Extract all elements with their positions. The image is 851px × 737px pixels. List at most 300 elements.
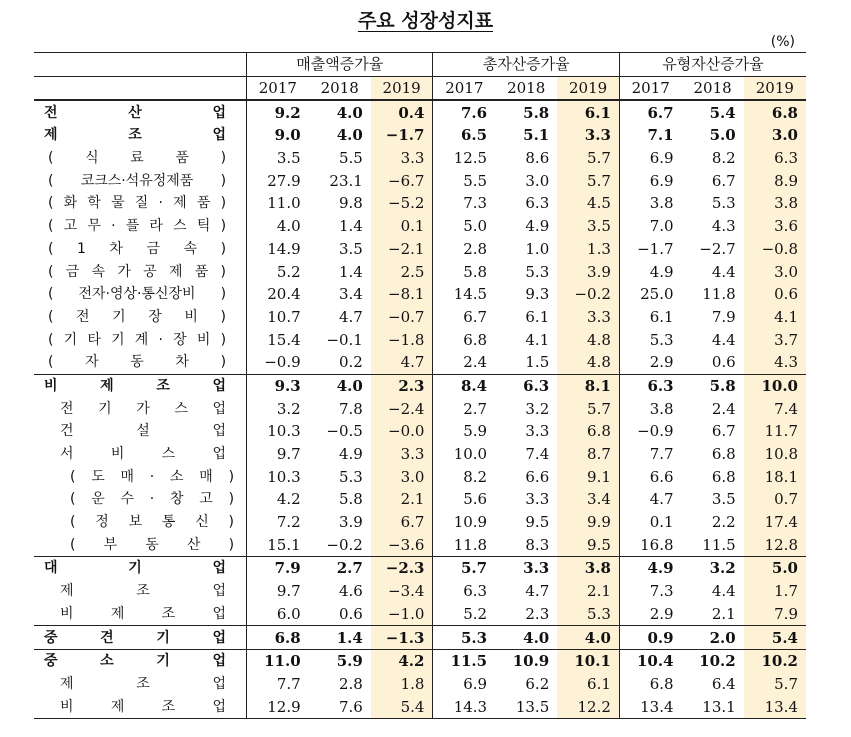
value-cell: 3.5 bbox=[338, 239, 363, 258]
value-cell: 9.7 bbox=[247, 580, 309, 603]
group-header-tangible: 유형자산증가율 bbox=[619, 53, 806, 77]
value-cell: 1.8 bbox=[371, 673, 433, 696]
table-row bbox=[34, 192, 806, 215]
value-cell: −1.7 bbox=[371, 124, 433, 147]
value-cell: 4.0 bbox=[495, 626, 557, 650]
value-cell: 3.3 bbox=[371, 147, 433, 170]
value-cell: 5.7 bbox=[744, 673, 806, 696]
table-row bbox=[34, 673, 806, 696]
value-cell: 3.4 bbox=[338, 285, 363, 304]
value-cell: −1.0 bbox=[371, 603, 433, 626]
year-header: 2019 bbox=[557, 76, 619, 100]
value-cell: 6.8 bbox=[557, 420, 619, 443]
value-cell: 6.3 bbox=[619, 374, 681, 397]
value-cell: 0.7 bbox=[744, 488, 806, 511]
value-cell: −0.5 bbox=[326, 422, 363, 441]
table-row bbox=[34, 443, 806, 466]
value-cell: −0.2 bbox=[326, 535, 363, 554]
value-cell: 7.9 bbox=[711, 307, 736, 326]
table-row bbox=[34, 328, 806, 351]
value-cell: −1.7 bbox=[619, 238, 681, 261]
year-header: 2017 bbox=[433, 76, 495, 100]
value-cell: 12.9 bbox=[247, 695, 309, 718]
value-cell: 4.9 bbox=[338, 445, 363, 464]
value-cell: 4.9 bbox=[525, 217, 550, 236]
value-cell: 1.0 bbox=[525, 239, 550, 258]
value-cell: 3.0 bbox=[744, 124, 806, 147]
value-cell: 9.7 bbox=[247, 443, 309, 466]
value-cell: 6.7 bbox=[433, 306, 495, 329]
year-header: 2017 bbox=[619, 76, 681, 100]
value-cell: 5.3 bbox=[619, 328, 681, 351]
row-label: ( 식 료 품 ) bbox=[48, 150, 227, 167]
value-cell: 5.2 bbox=[433, 603, 495, 626]
value-cell: 5.3 bbox=[433, 626, 495, 650]
value-cell: 5.4 bbox=[709, 103, 736, 122]
value-cell: 1.4 bbox=[338, 217, 363, 236]
value-cell: 25.0 bbox=[619, 283, 681, 306]
value-cell: 11.7 bbox=[744, 420, 806, 443]
value-cell: 2.8 bbox=[433, 238, 495, 261]
value-cell: 4.4 bbox=[711, 330, 736, 349]
value-cell: 6.8 bbox=[247, 626, 309, 650]
row-label: ( 도 매 · 소 매 ) bbox=[70, 468, 235, 485]
value-cell: 8.3 bbox=[525, 535, 550, 554]
value-cell: 6.8 bbox=[433, 328, 495, 351]
value-cell: 1.4 bbox=[338, 262, 363, 281]
value-cell: 5.0 bbox=[433, 215, 495, 238]
value-cell: 6.5 bbox=[433, 124, 495, 147]
value-cell: 1.4 bbox=[309, 626, 371, 650]
value-cell: 3.3 bbox=[371, 443, 433, 466]
value-cell: 7.3 bbox=[433, 192, 495, 215]
value-cell: 7.0 bbox=[619, 215, 681, 238]
table-row bbox=[34, 351, 806, 374]
row-label: 비 제 조 업 bbox=[34, 374, 247, 397]
value-cell: 4.0 bbox=[309, 374, 371, 397]
value-cell: 15.4 bbox=[247, 328, 309, 351]
value-cell: 5.3 bbox=[711, 194, 736, 213]
row-label: ( 정 보 통 신 ) bbox=[70, 514, 235, 531]
value-cell: 5.7 bbox=[433, 557, 495, 580]
table-row bbox=[34, 374, 806, 397]
corner-cell-2 bbox=[34, 76, 247, 100]
year-header: 2019 bbox=[744, 76, 806, 100]
value-cell: 6.3 bbox=[433, 580, 495, 603]
row-label: ( 전자·영상·통신장비 ) bbox=[48, 286, 227, 303]
value-cell: 5.1 bbox=[523, 126, 550, 145]
value-cell: 10.8 bbox=[744, 443, 806, 466]
value-cell: −5.2 bbox=[371, 192, 433, 215]
value-cell: 2.8 bbox=[338, 674, 363, 693]
value-cell: 5.7 bbox=[557, 169, 619, 192]
value-cell: 0.1 bbox=[371, 215, 433, 238]
value-cell: 0.2 bbox=[338, 353, 363, 372]
value-cell: 10.3 bbox=[247, 465, 309, 488]
corner-cell bbox=[34, 53, 247, 77]
value-cell: 12.8 bbox=[744, 533, 806, 556]
value-cell: 6.8 bbox=[711, 445, 736, 464]
value-cell: −0.7 bbox=[371, 306, 433, 329]
value-cell: 6.2 bbox=[525, 674, 550, 693]
value-cell: 3.0 bbox=[744, 260, 806, 283]
value-cell: 0.1 bbox=[619, 511, 681, 534]
value-cell: 7.6 bbox=[309, 695, 371, 718]
value-cell: 4.7 bbox=[371, 351, 433, 374]
value-cell: 0.4 bbox=[371, 100, 433, 124]
table-row bbox=[34, 626, 806, 650]
table-row bbox=[34, 306, 806, 329]
value-cell: 6.3 bbox=[495, 374, 557, 397]
value-cell: 4.7 bbox=[619, 488, 681, 511]
value-cell: 3.0 bbox=[525, 171, 550, 190]
unit-label: (%) bbox=[770, 34, 795, 50]
row-label: 비 제 조 업 bbox=[34, 695, 247, 718]
row-label: ( 전 기 장 비 ) bbox=[48, 308, 227, 325]
value-cell: 5.5 bbox=[433, 169, 495, 192]
value-cell: −0.1 bbox=[326, 330, 363, 349]
value-cell: 5.3 bbox=[557, 603, 619, 626]
value-cell: 3.3 bbox=[525, 490, 550, 509]
table-row bbox=[34, 100, 806, 124]
value-cell: 7.9 bbox=[247, 557, 309, 580]
value-cell: 6.7 bbox=[711, 171, 736, 190]
page-title: 주요 성장성지표 bbox=[357, 10, 494, 32]
value-cell: 8.6 bbox=[525, 149, 550, 168]
row-label: 중 소 기 업 bbox=[34, 649, 247, 672]
value-cell: 7.4 bbox=[525, 445, 550, 464]
value-cell: 8.2 bbox=[433, 465, 495, 488]
value-cell: 20.4 bbox=[247, 283, 309, 306]
row-label: ( 코크스·석유정제품 ) bbox=[48, 172, 227, 189]
value-cell: 5.8 bbox=[682, 374, 744, 397]
value-cell: 4.4 bbox=[711, 582, 736, 601]
value-cell: 7.2 bbox=[247, 511, 309, 534]
value-cell: 1.7 bbox=[744, 580, 806, 603]
table-row bbox=[34, 169, 806, 192]
value-cell: 6.7 bbox=[711, 422, 736, 441]
value-cell: 6.0 bbox=[247, 603, 309, 626]
row-label: 중 견 기 업 bbox=[34, 626, 247, 650]
year-header: 2017 bbox=[247, 76, 309, 100]
table-row bbox=[34, 260, 806, 283]
value-cell: 13.5 bbox=[495, 695, 557, 718]
value-cell: 7.4 bbox=[744, 397, 806, 420]
value-cell: 6.3 bbox=[525, 194, 550, 213]
value-cell: 5.0 bbox=[744, 557, 806, 580]
value-cell: 4.7 bbox=[525, 582, 550, 601]
value-cell: −0.0 bbox=[371, 420, 433, 443]
value-cell: 4.2 bbox=[371, 649, 433, 672]
value-cell: 2.7 bbox=[433, 397, 495, 420]
row-label: 서 비 스 업 bbox=[60, 446, 227, 463]
value-cell: 2.1 bbox=[711, 604, 736, 623]
value-cell: 2.5 bbox=[371, 260, 433, 283]
value-cell: 0.6 bbox=[338, 604, 363, 623]
value-cell: 3.5 bbox=[247, 147, 309, 170]
value-cell: 5.9 bbox=[309, 649, 371, 672]
table-row bbox=[34, 580, 806, 603]
value-cell: 4.1 bbox=[525, 330, 550, 349]
row-label: 비 제 조 업 bbox=[60, 605, 227, 622]
year-header-row bbox=[34, 76, 806, 100]
value-cell: 10.0 bbox=[433, 443, 495, 466]
value-cell: 4.8 bbox=[557, 328, 619, 351]
value-cell: 6.1 bbox=[525, 307, 550, 326]
row-label: ( 자 동 차 ) bbox=[48, 354, 227, 371]
table-row bbox=[34, 283, 806, 306]
table-row bbox=[34, 511, 806, 534]
value-cell: 9.1 bbox=[557, 465, 619, 488]
value-cell: 3.4 bbox=[557, 488, 619, 511]
value-cell: 5.3 bbox=[338, 467, 363, 486]
row-label: ( 1 차 금 속 ) bbox=[48, 240, 227, 257]
table-row bbox=[34, 557, 806, 580]
table-row bbox=[34, 649, 806, 672]
value-cell: 6.9 bbox=[619, 169, 681, 192]
row-label: ( 고 무 · 플 라 스 틱 ) bbox=[48, 218, 227, 235]
value-cell: 5.0 bbox=[709, 126, 736, 145]
value-cell: 7.7 bbox=[619, 443, 681, 466]
value-cell: 6.8 bbox=[619, 673, 681, 696]
value-cell: 3.9 bbox=[557, 260, 619, 283]
value-cell: 6.9 bbox=[619, 147, 681, 170]
value-cell: 15.1 bbox=[247, 533, 309, 556]
value-cell: 6.1 bbox=[557, 100, 619, 124]
year-header: 2018 bbox=[309, 76, 371, 100]
value-cell: −2.1 bbox=[371, 238, 433, 261]
value-cell: 4.0 bbox=[336, 103, 363, 122]
value-cell: 5.5 bbox=[338, 149, 363, 168]
value-cell: 2.4 bbox=[433, 351, 495, 374]
value-cell: 1.3 bbox=[557, 238, 619, 261]
table-row bbox=[34, 465, 806, 488]
value-cell: 8.2 bbox=[711, 149, 736, 168]
value-cell: −2.3 bbox=[371, 557, 433, 580]
value-cell: 5.2 bbox=[247, 260, 309, 283]
value-cell: 2.4 bbox=[711, 399, 736, 418]
value-cell: 11.5 bbox=[702, 535, 736, 554]
value-cell: −6.7 bbox=[371, 169, 433, 192]
value-cell: 2.3 bbox=[371, 374, 433, 397]
value-cell: 6.6 bbox=[619, 465, 681, 488]
value-cell: 11.0 bbox=[247, 649, 309, 672]
value-cell: 9.0 bbox=[247, 124, 309, 147]
row-label: ( 화 학 물 질 · 제 품 ) bbox=[48, 195, 227, 212]
value-cell: 8.7 bbox=[557, 443, 619, 466]
value-cell: 6.1 bbox=[557, 673, 619, 696]
value-cell: 2.1 bbox=[371, 488, 433, 511]
value-cell: 3.9 bbox=[338, 513, 363, 532]
value-cell: 12.2 bbox=[557, 695, 619, 718]
value-cell: 7.7 bbox=[247, 673, 309, 696]
table-row bbox=[34, 603, 806, 626]
value-cell: 10.9 bbox=[433, 511, 495, 534]
value-cell: 6.7 bbox=[619, 100, 681, 124]
value-cell: 0.6 bbox=[744, 283, 806, 306]
value-cell: 3.2 bbox=[525, 399, 550, 418]
group-header-assets: 총자산증가율 bbox=[433, 53, 619, 77]
value-cell: 5.4 bbox=[371, 695, 433, 718]
year-header: 2019 bbox=[371, 76, 433, 100]
value-cell: 10.3 bbox=[247, 420, 309, 443]
value-cell: 10.1 bbox=[557, 649, 619, 672]
value-cell: 4.5 bbox=[557, 192, 619, 215]
value-cell: 3.7 bbox=[744, 328, 806, 351]
value-cell: 0.9 bbox=[619, 626, 681, 650]
value-cell: 3.2 bbox=[682, 557, 744, 580]
value-cell: 11.8 bbox=[433, 533, 495, 556]
value-cell: 4.7 bbox=[338, 307, 363, 326]
value-cell: 13.4 bbox=[744, 695, 806, 718]
value-cell: −2.4 bbox=[371, 397, 433, 420]
value-cell: 0.6 bbox=[711, 353, 736, 372]
value-cell: 4.4 bbox=[711, 262, 736, 281]
value-cell: 10.4 bbox=[619, 649, 681, 672]
value-cell: 2.1 bbox=[557, 580, 619, 603]
value-cell: 12.5 bbox=[433, 147, 495, 170]
value-cell: 6.6 bbox=[525, 467, 550, 486]
table-row bbox=[34, 420, 806, 443]
group-header-row bbox=[34, 53, 806, 77]
value-cell: 10.7 bbox=[247, 306, 309, 329]
row-label: 제 조 업 bbox=[60, 583, 227, 600]
group-header-sales: 매출액증가율 bbox=[247, 53, 433, 77]
value-cell: 3.3 bbox=[557, 124, 619, 147]
value-cell: 9.3 bbox=[525, 285, 550, 304]
table-row bbox=[34, 695, 806, 718]
value-cell: 2.0 bbox=[682, 626, 744, 650]
value-cell: 17.4 bbox=[744, 511, 806, 534]
value-cell: 6.1 bbox=[619, 306, 681, 329]
value-cell: 9.9 bbox=[557, 511, 619, 534]
value-cell: 4.1 bbox=[744, 306, 806, 329]
value-cell: −3.6 bbox=[371, 533, 433, 556]
value-cell: 7.8 bbox=[338, 399, 363, 418]
value-cell: 14.9 bbox=[247, 238, 309, 261]
table-body bbox=[34, 100, 806, 718]
value-cell: 9.5 bbox=[525, 513, 550, 532]
value-cell: 5.3 bbox=[525, 262, 550, 281]
value-cell: 9.5 bbox=[557, 533, 619, 556]
value-cell: 10.2 bbox=[682, 649, 744, 672]
value-cell: 6.3 bbox=[744, 147, 806, 170]
row-label: 대 기 업 bbox=[34, 557, 247, 580]
value-cell: 5.6 bbox=[433, 488, 495, 511]
value-cell: 5.8 bbox=[338, 490, 363, 509]
value-cell: 10.9 bbox=[495, 649, 557, 672]
row-label: ( 운 수 · 창 고 ) bbox=[70, 491, 235, 508]
value-cell: 7.1 bbox=[619, 124, 681, 147]
value-cell: 5.9 bbox=[433, 420, 495, 443]
value-cell: 8.1 bbox=[557, 374, 619, 397]
value-cell: 4.9 bbox=[619, 260, 681, 283]
value-cell: 5.8 bbox=[433, 260, 495, 283]
value-cell: 4.6 bbox=[338, 582, 363, 601]
value-cell: 13.1 bbox=[682, 695, 744, 718]
value-cell: 3.3 bbox=[495, 557, 557, 580]
value-cell: −0.8 bbox=[744, 238, 806, 261]
value-cell: 8.4 bbox=[433, 374, 495, 397]
value-cell: 3.2 bbox=[247, 397, 309, 420]
value-cell: 3.8 bbox=[557, 557, 619, 580]
value-cell: 4.9 bbox=[619, 557, 681, 580]
value-cell: 27.9 bbox=[247, 169, 309, 192]
table-row bbox=[34, 238, 806, 261]
value-cell: 5.7 bbox=[557, 397, 619, 420]
year-header: 2018 bbox=[682, 76, 744, 100]
value-cell: −0.9 bbox=[247, 351, 309, 374]
value-cell: 2.3 bbox=[525, 604, 550, 623]
row-label: ( 금 속 가 공 제 품 ) bbox=[48, 263, 227, 280]
value-cell: 4.3 bbox=[711, 217, 736, 236]
table-row bbox=[34, 533, 806, 556]
value-cell: −3.4 bbox=[371, 580, 433, 603]
value-cell: 3.5 bbox=[557, 215, 619, 238]
value-cell: 4.0 bbox=[336, 126, 363, 145]
value-cell: 4.2 bbox=[247, 488, 309, 511]
value-cell: 13.4 bbox=[619, 695, 681, 718]
value-cell: 10.2 bbox=[744, 649, 806, 672]
value-cell: 5.4 bbox=[744, 626, 806, 650]
value-cell: 4.0 bbox=[247, 215, 309, 238]
value-cell: 6.4 bbox=[711, 674, 736, 693]
value-cell: 9.2 bbox=[247, 100, 309, 124]
row-label: 제 조 업 bbox=[44, 127, 227, 144]
value-cell: 3.0 bbox=[371, 465, 433, 488]
value-cell: −1.3 bbox=[371, 626, 433, 650]
value-cell: 7.3 bbox=[619, 580, 681, 603]
value-cell: 3.3 bbox=[557, 306, 619, 329]
value-cell: 3.8 bbox=[619, 192, 681, 215]
value-cell: 3.8 bbox=[619, 397, 681, 420]
value-cell: 9.8 bbox=[338, 194, 363, 213]
value-cell: −0.2 bbox=[557, 283, 619, 306]
table-row bbox=[34, 147, 806, 170]
value-cell: 2.2 bbox=[711, 513, 736, 532]
value-cell: −2.7 bbox=[699, 239, 736, 258]
row-label: 전 기 가 스 업 bbox=[60, 400, 227, 417]
value-cell: 1.5 bbox=[525, 353, 550, 372]
year-header: 2018 bbox=[495, 76, 557, 100]
value-cell: 16.8 bbox=[619, 533, 681, 556]
value-cell: 6.7 bbox=[371, 511, 433, 534]
value-cell: 6.8 bbox=[711, 467, 736, 486]
value-cell: −1.8 bbox=[371, 328, 433, 351]
value-cell: 2.9 bbox=[619, 603, 681, 626]
row-label: 전 산 업 bbox=[44, 104, 227, 121]
value-cell: 7.6 bbox=[433, 100, 495, 124]
value-cell: 3.3 bbox=[525, 422, 550, 441]
row-label: 건 설 업 bbox=[60, 423, 227, 440]
value-cell: 3.8 bbox=[744, 192, 806, 215]
row-label: ( 부 동 산 ) bbox=[70, 536, 235, 553]
value-cell: 5.7 bbox=[557, 147, 619, 170]
table-row bbox=[34, 124, 806, 147]
row-label: ( 기 타 기 계 · 장 비 ) bbox=[48, 331, 227, 348]
table-row bbox=[34, 488, 806, 511]
value-cell: 7.9 bbox=[744, 603, 806, 626]
value-cell: 11.0 bbox=[247, 192, 309, 215]
value-cell: 6.8 bbox=[744, 100, 806, 124]
value-cell: 11.5 bbox=[433, 649, 495, 672]
value-cell: 4.8 bbox=[557, 351, 619, 374]
value-cell: 5.8 bbox=[523, 103, 550, 122]
value-cell: 10.0 bbox=[744, 374, 806, 397]
value-cell: 3.6 bbox=[744, 215, 806, 238]
row-label: 제 조 업 bbox=[60, 675, 227, 692]
value-cell: 14.3 bbox=[433, 695, 495, 718]
